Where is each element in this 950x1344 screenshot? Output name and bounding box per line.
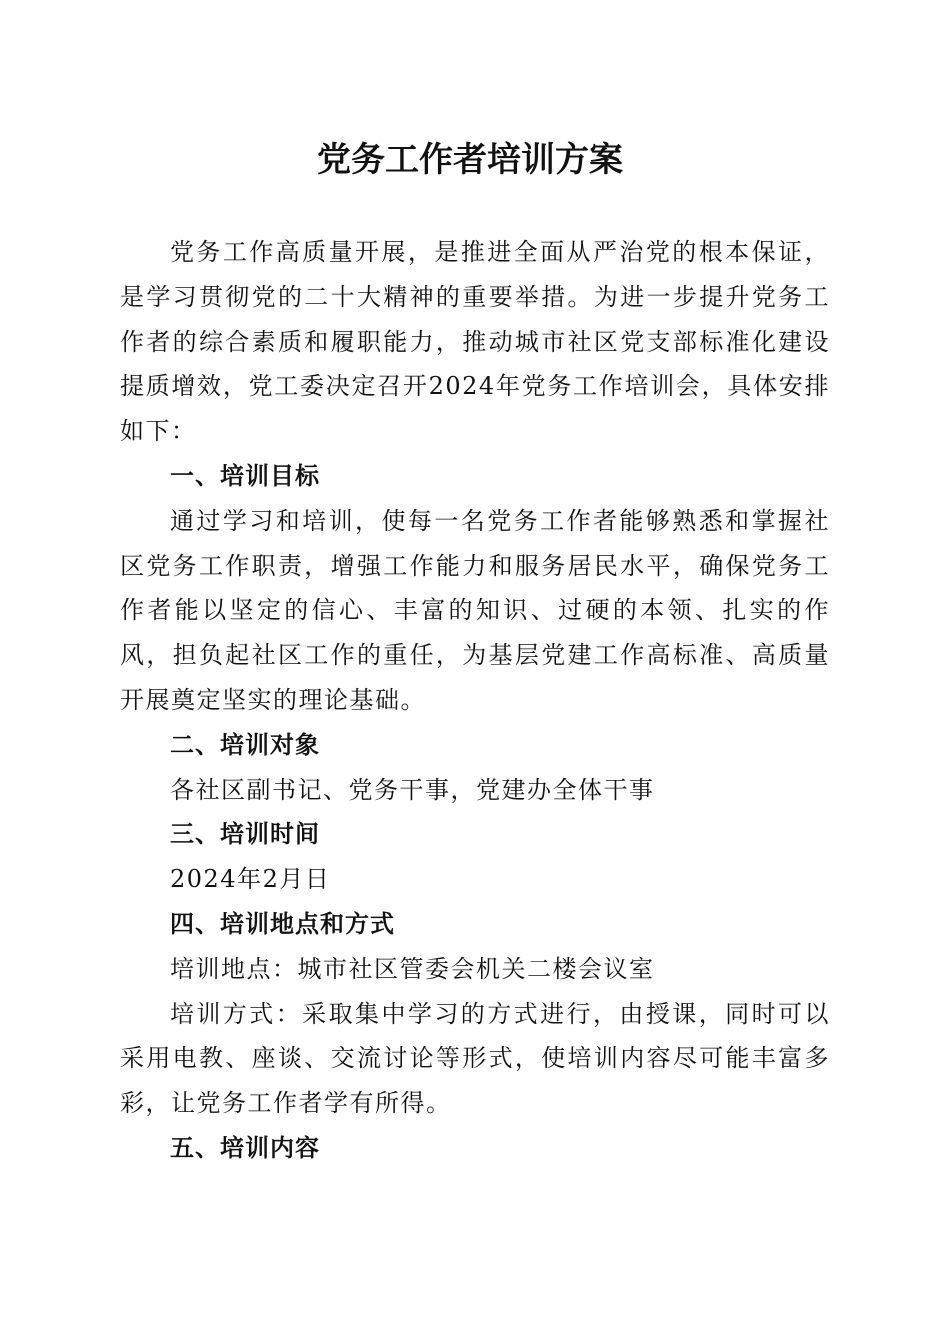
section-goals xyxy=(120,454,830,723)
section-time xyxy=(120,812,830,902)
section-content xyxy=(120,1126,830,1171)
section-paragraph: 培训地点：城市社区管委会机关二楼会议室 xyxy=(170,954,655,983)
section-heading: 二、培训对象 xyxy=(170,730,320,759)
document-body xyxy=(120,230,830,1171)
section-heading: 五、培训内容 xyxy=(170,1133,320,1162)
section-paragraph: 2024年2月日 xyxy=(170,865,331,894)
section-location-method xyxy=(120,902,830,1126)
intro-paragraph: 党务工作高质量开展，是推进全面从严治党的根本保证，是学习贯彻党的二十大精神的重要举措。为进一步提升党务工作者的综合素质和履职能力，推动城市社区党支部标准化建设提质增效，党工委决定召开2024年党务工作培训会，具体安排如下： xyxy=(120,238,830,446)
section-heading: 一、培训目标 xyxy=(170,461,320,490)
section-paragraph: 培训方式：采取集中学习的方式进行，由授课，同时可以采用电教、座谈、交流讨论等形式，使培训内容尽可能丰富多彩，让党务工作者学有所得。 xyxy=(120,999,830,1118)
section-audience xyxy=(120,723,830,813)
section-heading: 三、培训时间 xyxy=(170,820,320,849)
document-title: 党务工作者培训方案 xyxy=(317,140,623,180)
section-paragraph: 各社区副书记、党务干事，党建办全体干事 xyxy=(170,775,655,804)
section-heading: 四、培训地点和方式 xyxy=(170,909,395,938)
section-paragraph: 通过学习和培训，使每一名党务工作者能够熟悉和掌握社区党务工作职责，增强工作能力和服务居民水平，确保党务工作者能以坚定的信心、丰富的知识、过硬的本领、扎实的作风，担负起社区工作的重任，为基层党建工作高标准、高质量开展奠定坚实的理论基础。 xyxy=(120,506,830,714)
